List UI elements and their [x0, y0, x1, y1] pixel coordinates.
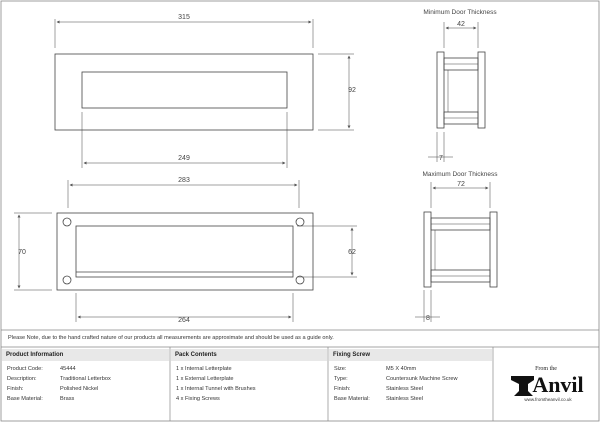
pack-item: 1 x Internal Letterplate [176, 366, 232, 372]
screw-base-material-label: Base Material: [334, 396, 370, 402]
anvil-logo-icon [511, 376, 534, 396]
product-code-value: 45444 [60, 366, 76, 372]
front-view [55, 19, 354, 168]
finish-label: Finish: [7, 386, 24, 392]
base-material-label: Base Material: [7, 396, 43, 402]
max-plate-label: 8 [426, 315, 430, 322]
front-width-label: 315 [178, 14, 190, 21]
disclaimer-note: Please Note, due to the hand crafted nature of our products all measurements are approximate and should be used as a guide only. [8, 335, 334, 341]
front-height-label: 92 [348, 87, 356, 94]
min-thickness-title: Minimum Door Thickness [423, 9, 497, 16]
pack-contents-header: Pack Contents [171, 349, 327, 361]
screw-finish-label: Finish: [334, 386, 351, 392]
screw-size-label: Size: [334, 366, 347, 372]
front-aperture-label: 249 [178, 155, 190, 162]
fixing-screw-header: Fixing Screw [329, 349, 492, 361]
finish-value: Polished Nickel [60, 386, 99, 392]
screw-base-material-value: Stainless Steel [386, 396, 424, 402]
description-value: Traditional Letterbox [60, 376, 111, 382]
min-side-view [428, 22, 485, 162]
screw-type-value: Countersunk Machine Screw [386, 376, 458, 382]
screw-type-label: Type: [334, 376, 348, 382]
back-aperture-width-label: 264 [178, 317, 190, 324]
max-side-view [415, 182, 497, 322]
back-aperture-height-label: 62 [348, 249, 356, 256]
min-depth-label: 42 [457, 21, 465, 28]
pack-item: 4 x Fixing Screws [176, 396, 220, 402]
brand-small: From the [535, 366, 557, 372]
back-width-label: 283 [178, 177, 190, 184]
back-view [14, 180, 357, 322]
base-material-value: Brass [60, 396, 75, 402]
product-info-header: Product Information [2, 349, 169, 361]
max-thickness-title: Maximum Door Thickness [422, 171, 498, 178]
back-height-label: 70 [18, 249, 26, 256]
min-plate-label: 7 [439, 155, 443, 162]
brand-name: Anvil [532, 372, 584, 397]
max-depth-label: 72 [457, 181, 465, 188]
pack-item: 1 x Internal Tunnel with Brushes [176, 386, 256, 392]
screw-finish-value: Stainless Steel [386, 386, 424, 392]
screw-size-value: M5 X 40mm [386, 366, 417, 372]
brand-url: www.fromtheanvil.co.uk [524, 397, 572, 402]
product-code-label: Product Code: [7, 366, 43, 372]
pack-item: 1 x External Letterplate [176, 376, 234, 382]
description-label: Description: [7, 376, 37, 382]
